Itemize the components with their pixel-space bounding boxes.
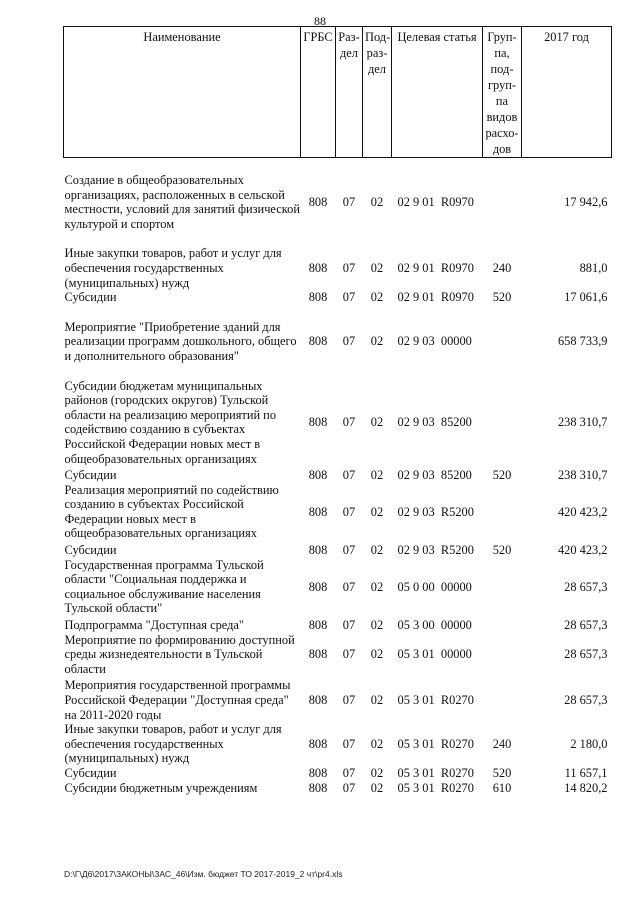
row-podrazdel: 02 [370, 618, 384, 633]
row-spacer [64, 305, 612, 320]
row-razdel: 07 [342, 260, 356, 275]
table-row [64, 618, 612, 633]
row-podrazdel: 02 [370, 693, 384, 707]
row-group: 520 [492, 468, 512, 483]
row-amount: 14 820,2 [564, 780, 608, 795]
row-razdel: 07 [342, 543, 356, 558]
row-razdel: 07 [342, 765, 356, 780]
row-podrazdel: 02 [370, 260, 384, 275]
row-spacer-cell [64, 364, 612, 379]
row-grbs: 808 [308, 618, 328, 633]
row-spacer [64, 231, 612, 246]
row-amount: 420 423,2 [557, 543, 608, 558]
row-razdel: 07 [342, 618, 356, 633]
row-group: 520 [492, 290, 512, 305]
row-razdel: 07 [342, 290, 356, 305]
row-grbs: 808 [308, 334, 328, 349]
row-name: Субсидии бюджетам муниципальных районов (городских округов) Тульской области на реализацию мероприятий по содействию созданию в субъектах Российской Федерации новых мест в общеобразовательных организациях [64, 378, 277, 466]
row-razdel: 07 [342, 736, 356, 751]
table-row [64, 766, 612, 781]
budget-table [63, 26, 612, 795]
table-header-row [64, 27, 612, 158]
row-razdel: 07 [342, 504, 356, 519]
row-podrazdel: 02 [370, 543, 384, 558]
row-target: 02 9 03 00000 [397, 334, 472, 349]
row-amount: 28 657,3 [564, 647, 608, 662]
table-row [64, 543, 612, 558]
row-amount: 17 061,6 [564, 290, 608, 305]
table-row [64, 173, 612, 231]
row-amount: 17 942,6 [564, 194, 608, 209]
row-spacer [64, 364, 612, 379]
row-name: Мероприятия государственной программы Российской Федерации "Доступная среда" на 2011-2020 годы [64, 678, 291, 722]
row-name: Мероприятие по формированию доступной среды жизнедеятельности в Тульской области [64, 632, 295, 676]
row-group [483, 320, 522, 364]
row-target: 05 3 01 R0270 [397, 736, 474, 751]
row-amount: 2 180,0 [570, 736, 608, 751]
row-name: Субсидии [64, 765, 117, 780]
row-podrazdel: 02 [370, 504, 384, 519]
row-grbs: 808 [308, 194, 328, 209]
header-razdel: Раз- дел [336, 27, 363, 158]
table-row [64, 290, 612, 305]
table-row [64, 483, 612, 541]
table-row [64, 468, 612, 483]
row-target: 02 9 03 85200 [397, 468, 472, 483]
row-target: 05 0 00 00000 [397, 579, 472, 594]
row-razdel: 07 [342, 415, 356, 430]
row-razdel: 07 [342, 780, 356, 795]
row-grbs: 808 [308, 415, 328, 430]
row-grbs: 808 [308, 579, 328, 594]
row-group: 240 [492, 260, 512, 275]
row-podrazdel: 02 [370, 468, 384, 483]
row-grbs: 808 [308, 765, 328, 780]
header-group: Груп- па, под- груп- па видов расхо- дов [483, 27, 522, 158]
row-spacer [64, 158, 612, 174]
row-amount: 238 310,7 [557, 415, 608, 430]
row-amount: 420 423,2 [557, 504, 608, 519]
row-name: Субсидии [64, 290, 117, 305]
row-amount: 28 657,3 [564, 618, 608, 633]
row-target: 05 3 01 00000 [397, 647, 472, 662]
table-row [64, 722, 612, 766]
row-podrazdel: 02 [370, 415, 384, 430]
row-grbs: 808 [308, 647, 328, 662]
row-target: 05 3 01 R0270 [397, 780, 474, 795]
table-row [64, 781, 612, 796]
row-amount: 28 657,3 [564, 693, 608, 707]
row-group [483, 558, 522, 616]
row-name: Иные закупки товаров, работ и услуг для обеспечения государственных (муниципальных) нужд [64, 246, 282, 290]
row-grbs: 808 [308, 290, 328, 305]
row-name: Субсидии [64, 468, 117, 483]
header-podrazdel: Под- раз- дел [363, 27, 392, 158]
row-target: 05 3 01 R0270 [397, 693, 474, 707]
row-razdel: 07 [342, 194, 356, 209]
row-target: 02 9 03 85200 [397, 415, 472, 430]
row-spacer-cell [64, 231, 612, 246]
table-row [64, 558, 612, 616]
row-name: Подпрограмма "Доступная среда" [64, 618, 244, 633]
row-group [483, 678, 522, 722]
table-row [64, 246, 612, 290]
row-name: Субсидии бюджетным учреждениям [64, 780, 258, 795]
row-name: Государственная программа Тульской области "Социальная поддержка и социальное обслуживание населения Тульской области" [64, 557, 264, 616]
row-group: 240 [492, 736, 512, 751]
header-year: 2017 год [522, 27, 612, 158]
row-grbs: 808 [308, 693, 328, 707]
row-name: Реализация мероприятий по содействию созданию в субъектах Российской Федерации новых мест в общеобразовательных организациях [64, 482, 279, 541]
table-row [64, 379, 612, 467]
row-podrazdel: 02 [370, 765, 384, 780]
row-razdel: 07 [342, 334, 356, 349]
row-group [483, 173, 522, 231]
table-row [64, 633, 612, 677]
row-grbs: 808 [308, 504, 328, 519]
row-razdel: 07 [342, 579, 356, 594]
row-grbs: 808 [308, 543, 328, 558]
row-spacer-cell [64, 158, 612, 174]
row-grbs: 808 [308, 260, 328, 275]
row-spacer-cell [64, 305, 612, 320]
budget-sheet [63, 26, 611, 795]
row-razdel: 07 [342, 647, 356, 662]
header-name: Наименование [64, 27, 301, 158]
row-podrazdel: 02 [370, 194, 384, 209]
row-grbs: 808 [308, 780, 328, 795]
row-grbs: 808 [308, 736, 328, 751]
row-amount: 658 733,9 [557, 334, 608, 349]
row-target: 05 3 01 R0270 [397, 765, 474, 780]
row-group [483, 633, 522, 677]
row-podrazdel: 02 [370, 736, 384, 751]
row-podrazdel: 02 [370, 647, 384, 662]
row-razdel: 07 [342, 693, 356, 707]
row-target: 02 9 03 R5200 [397, 543, 474, 558]
row-podrazdel: 02 [370, 290, 384, 305]
row-target: 05 3 00 00000 [397, 618, 472, 633]
row-name: Субсидии [64, 543, 117, 558]
row-amount: 11 657,1 [564, 765, 608, 780]
row-grbs: 808 [308, 468, 328, 483]
row-target: 02 9 01 R0970 [397, 194, 474, 209]
row-group: 520 [492, 543, 512, 558]
table-body [64, 158, 612, 796]
row-podrazdel: 02 [370, 334, 384, 349]
row-amount: 238 310,7 [557, 468, 608, 483]
table-row [64, 320, 612, 364]
row-name: Иные закупки товаров, работ и услуг для обеспечения государственных (муниципальных) нужд [64, 722, 282, 766]
table-row [64, 678, 612, 722]
row-group [483, 618, 522, 633]
row-target: 02 9 01 R0970 [397, 290, 474, 305]
row-group [483, 483, 522, 541]
row-name: Создание в общеобразовательных организациях, расположенных в сельской местности, условий для занятий физической культурой и спортом [64, 173, 300, 231]
row-name: Мероприятие "Приобретение зданий для реализации программ дошкольного, общего и дополнительного образования" [64, 319, 297, 363]
header-target: Целевая статья [392, 27, 483, 158]
row-target: 02 9 01 R0970 [397, 260, 474, 275]
row-podrazdel: 02 [370, 579, 384, 594]
row-group [483, 379, 522, 467]
row-razdel: 07 [342, 468, 356, 483]
header-grbs: ГРБС [301, 27, 336, 158]
row-group: 610 [492, 780, 512, 795]
row-amount: 881,0 [579, 260, 608, 275]
file-path-footer: D:\Г\Д6\2017\ЗАКОНЫ\ЗАС_46\Изм. бюджет ТО 2017-2019_2 чт\pr4.xls [64, 869, 343, 879]
page-number: 88 [314, 14, 326, 28]
row-podrazdel: 02 [370, 780, 384, 795]
row-amount: 28 657,3 [564, 579, 608, 594]
row-group: 520 [492, 765, 512, 780]
row-target: 02 9 03 R5200 [397, 504, 474, 519]
